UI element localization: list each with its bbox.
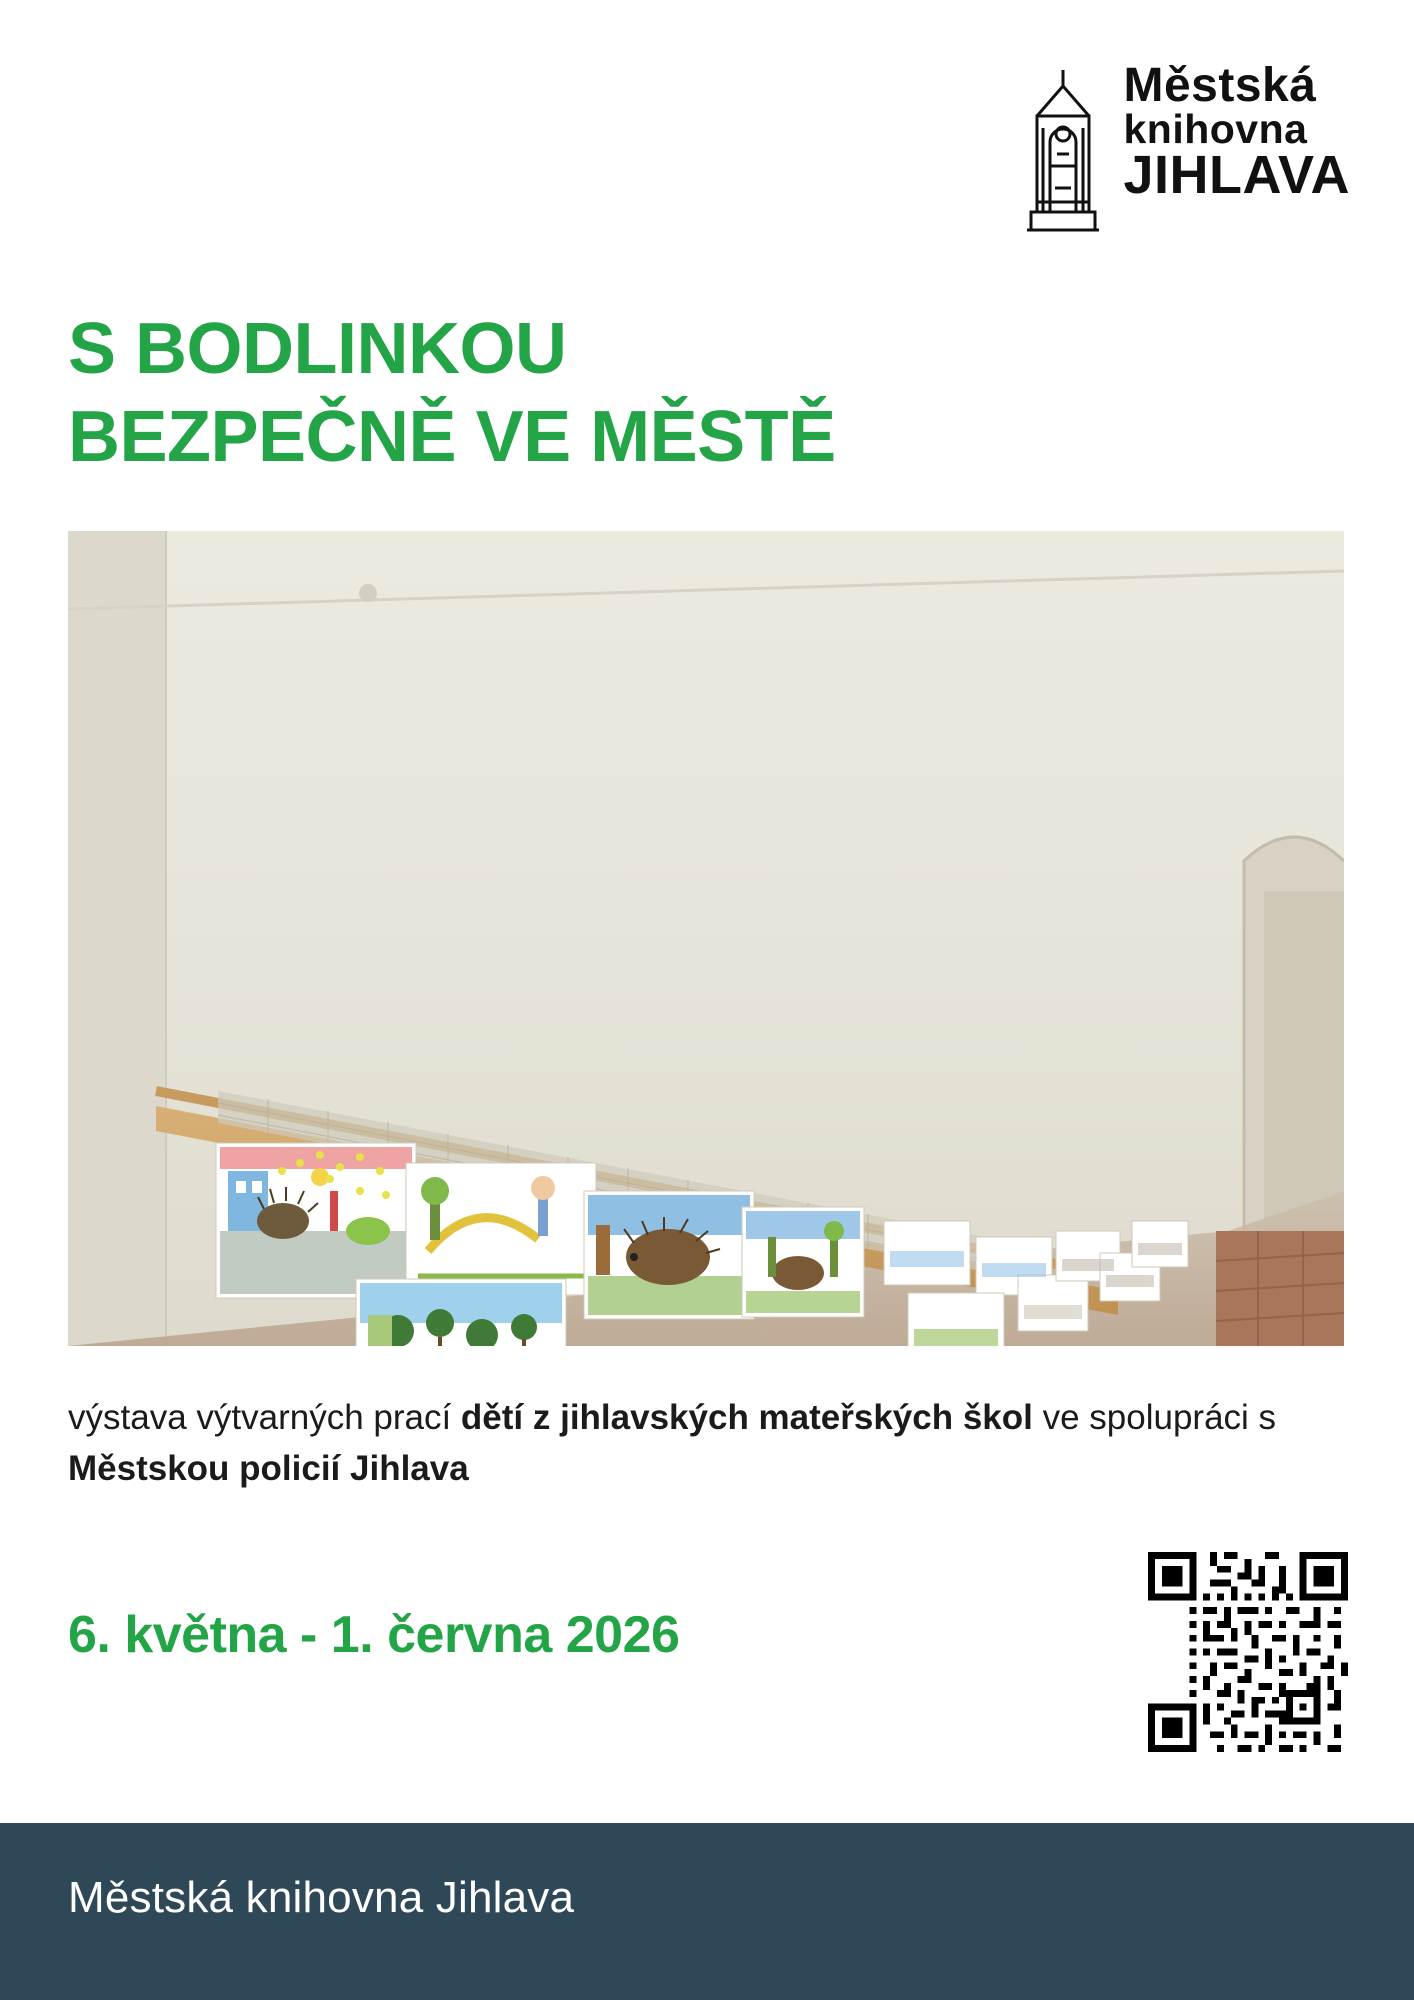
exhibition-photo bbox=[68, 531, 1344, 1346]
library-logo bbox=[1017, 59, 1350, 234]
footer-bar bbox=[0, 1823, 1414, 2000]
caption-bold-2: Městskou policií Jihlava bbox=[68, 1448, 469, 1488]
title-line-2: BEZPEČNĚ VE MĚSTĚ bbox=[68, 397, 836, 478]
title-line-1: S BODLINKOU bbox=[68, 309, 567, 390]
caption-bold-1: dětí z jihlavských mateřských škol bbox=[460, 1398, 1033, 1437]
logo-line-3: JIHLAVA bbox=[1123, 145, 1350, 206]
poster-caption bbox=[68, 1393, 1332, 1495]
qr-code[interactable] bbox=[1148, 1552, 1348, 1752]
poster-title bbox=[68, 306, 1188, 482]
caption-text-1: výstava výtvarných prací bbox=[68, 1398, 461, 1437]
logo-line-2: knihovna bbox=[1123, 106, 1308, 153]
caption-text-2: ve spolupráci s bbox=[1032, 1398, 1277, 1437]
library-tower-icon bbox=[1017, 62, 1109, 234]
logo-wordmark bbox=[1123, 59, 1350, 206]
footer-organization: Městská knihovna Jihlava bbox=[68, 1873, 575, 1922]
event-date: 6. května - 1. června 2026 bbox=[68, 1606, 680, 1664]
logo-line-1: Městská bbox=[1123, 59, 1317, 112]
